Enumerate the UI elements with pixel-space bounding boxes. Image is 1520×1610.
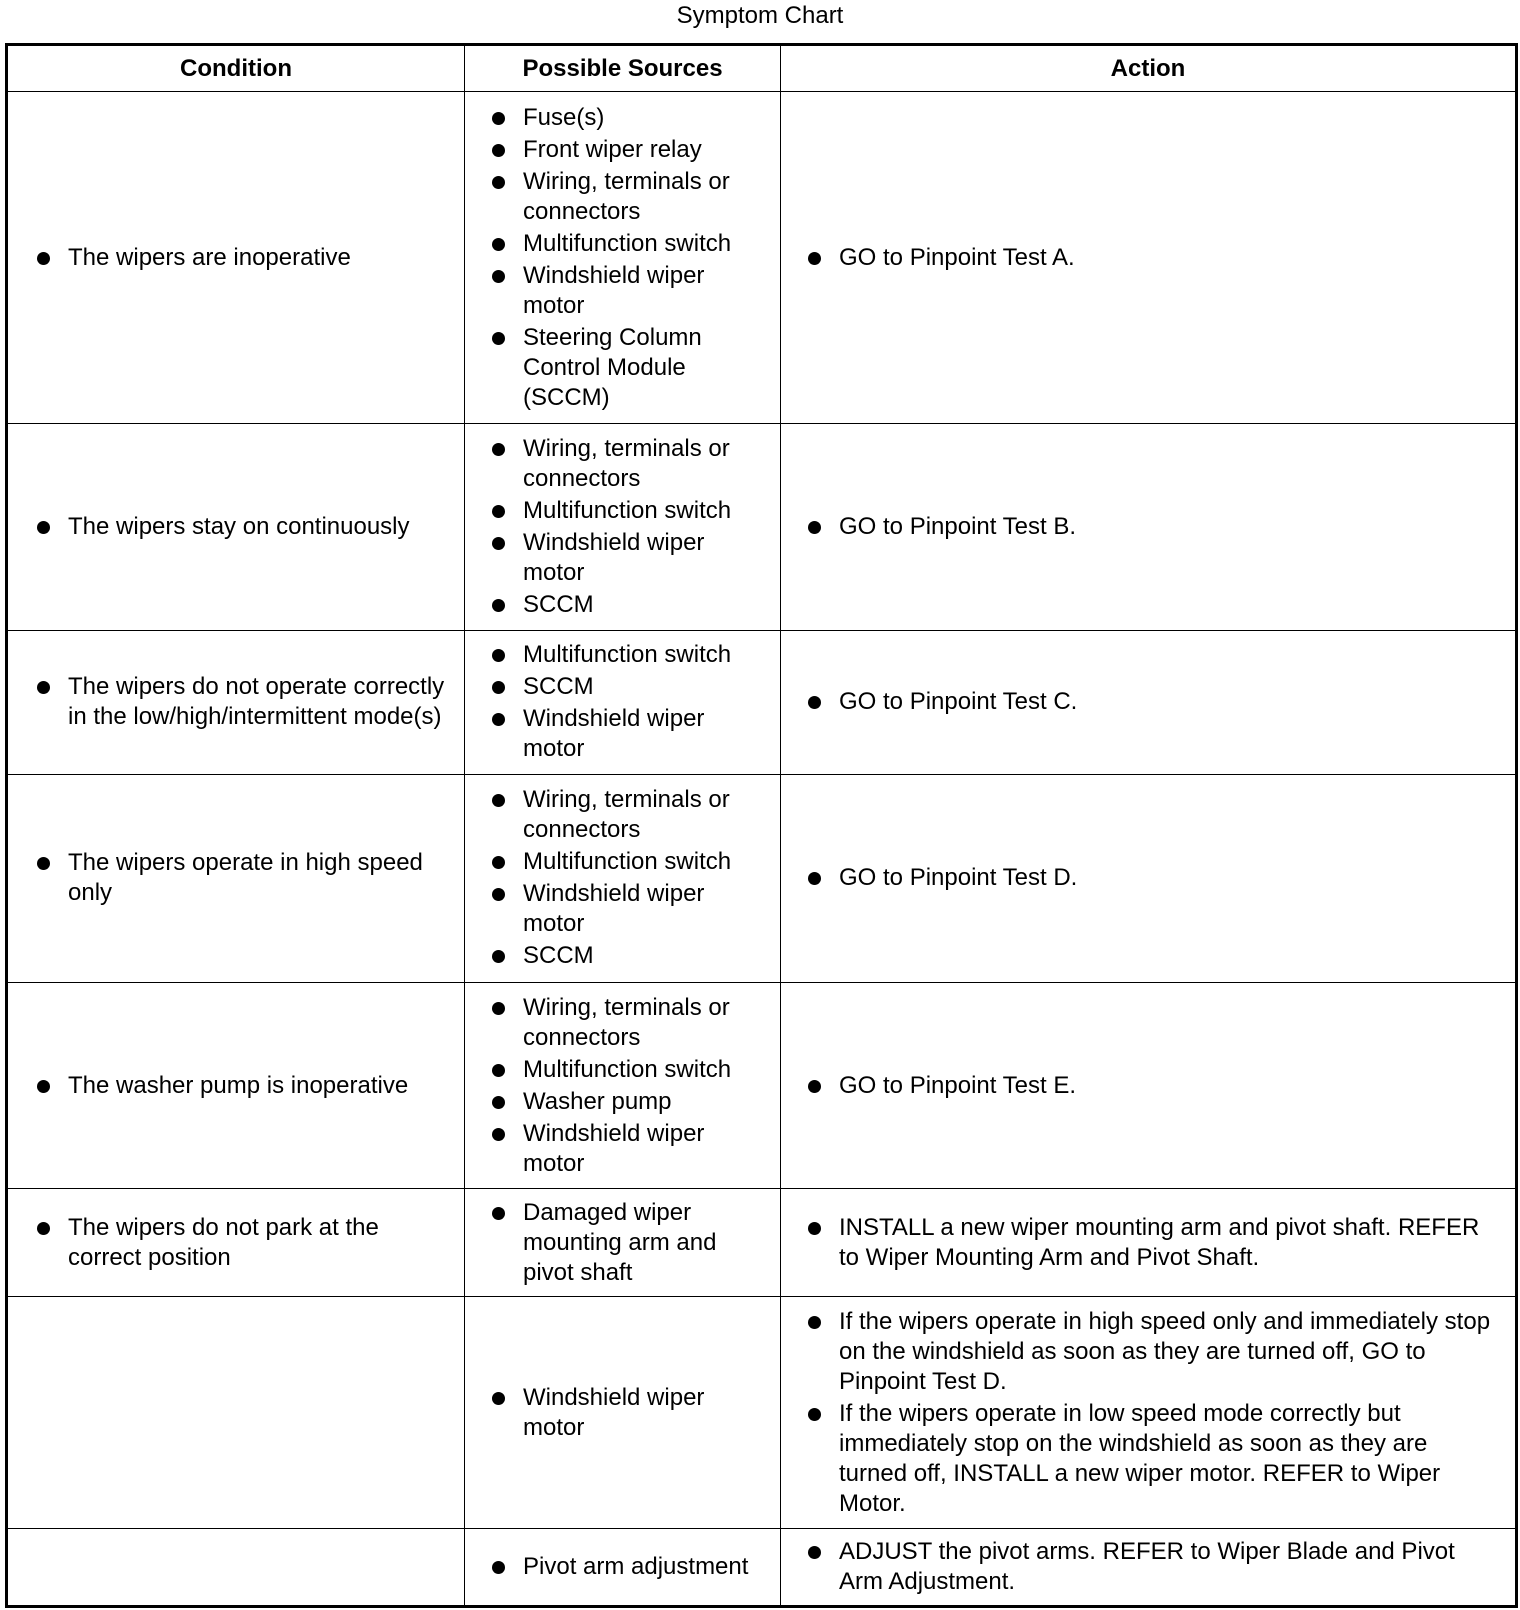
- chart-title: Symptom Chart: [676, 2, 844, 29]
- condition-item: The washer pump is inoperative: [34, 1071, 450, 1101]
- sources-cell: [465, 982, 781, 1189]
- source-item: SCCM: [489, 941, 768, 971]
- source-item: Multifunction switch: [489, 640, 768, 670]
- condition-header: Condition: [7, 45, 465, 92]
- table-row: [7, 424, 1517, 631]
- source-item: Windshield wiper motor: [489, 879, 768, 939]
- condition-item: The wipers operate in high speed only: [34, 848, 450, 908]
- sources-cell: [465, 1297, 781, 1528]
- action-cell: [781, 1528, 1517, 1606]
- action-cell: [781, 982, 1517, 1189]
- condition-cell: [7, 982, 465, 1189]
- condition-item: The wipers do not park at the correct position: [34, 1213, 450, 1273]
- source-item: Fuse(s): [489, 103, 768, 133]
- condition-cell: [7, 774, 465, 982]
- action-item: INSTALL a new wiper mounting arm and pivot shaft. REFER to Wiper Mounting Arm and Pivot Shaft.: [805, 1213, 1501, 1273]
- symptom-chart-table: [5, 43, 1518, 1608]
- action-item: If the wipers operate in high speed only and immediately stop on the windshield as soon as they are turned off, GO to Pinpoint Test D.: [805, 1307, 1501, 1397]
- source-item: Washer pump: [489, 1087, 768, 1117]
- source-item: Wiring, terminals or connectors: [489, 434, 768, 494]
- action-cell: [781, 774, 1517, 982]
- action-item: GO to Pinpoint Test C.: [805, 687, 1501, 717]
- sources-cell: [465, 630, 781, 774]
- source-item: Damaged wiper mounting arm and pivot shaft: [489, 1198, 768, 1288]
- sources-cell: [465, 424, 781, 631]
- source-item: Wiring, terminals or connectors: [489, 167, 768, 227]
- table-row: [7, 982, 1517, 1189]
- possible-sources-header: Possible Sources: [465, 45, 781, 92]
- condition-cell: [7, 424, 465, 631]
- action-item: If the wipers operate in low speed mode correctly but immediately stop on the windshield as soon as they are turned off, INSTALL a new wiper motor. REFER to Wiper Motor.: [805, 1399, 1501, 1519]
- source-item: SCCM: [489, 590, 768, 620]
- sources-cell: [465, 92, 781, 424]
- table-header-row: [7, 45, 1517, 92]
- action-item: GO to Pinpoint Test A.: [805, 243, 1501, 273]
- condition-cell: [7, 1297, 465, 1528]
- action-header: Action: [781, 45, 1517, 92]
- source-item: Wiring, terminals or connectors: [489, 785, 768, 845]
- sources-cell: [465, 774, 781, 982]
- condition-item: The wipers are inoperative: [34, 243, 450, 273]
- source-item: Multifunction switch: [489, 229, 768, 259]
- condition-cell: [7, 92, 465, 424]
- table-row: [7, 774, 1517, 982]
- table-row: [7, 630, 1517, 774]
- source-item: Windshield wiper motor: [489, 528, 768, 588]
- table-row: [7, 1297, 1517, 1528]
- action-cell: [781, 1189, 1517, 1297]
- condition-cell: [7, 1528, 465, 1606]
- action-item: ADJUST the pivot arms. REFER to Wiper Blade and Pivot Arm Adjustment.: [805, 1537, 1501, 1597]
- table-row: [7, 1528, 1517, 1606]
- action-cell: [781, 424, 1517, 631]
- table-row: [7, 92, 1517, 424]
- action-cell: [781, 92, 1517, 424]
- source-item: Front wiper relay: [489, 135, 768, 165]
- source-item: Wiring, terminals or connectors: [489, 993, 768, 1053]
- source-item: Multifunction switch: [489, 847, 768, 877]
- condition-item: The wipers stay on continuously: [34, 512, 450, 542]
- source-item: SCCM: [489, 672, 768, 702]
- source-item: Windshield wiper motor: [489, 1383, 768, 1443]
- source-item: Multifunction switch: [489, 1055, 768, 1085]
- condition-item: The wipers do not operate correctly in the low/high/intermittent mode(s): [34, 672, 450, 732]
- action-cell: [781, 630, 1517, 774]
- action-item: GO to Pinpoint Test D.: [805, 863, 1501, 893]
- source-item: Windshield wiper motor: [489, 1119, 768, 1179]
- source-item: Steering Column Control Module (SCCM): [489, 323, 768, 413]
- sources-cell: [465, 1528, 781, 1606]
- table-row: [7, 1189, 1517, 1297]
- source-item: Pivot arm adjustment: [489, 1552, 768, 1582]
- condition-cell: [7, 630, 465, 774]
- source-item: Multifunction switch: [489, 496, 768, 526]
- action-item: GO to Pinpoint Test B.: [805, 512, 1501, 542]
- source-item: Windshield wiper motor: [489, 261, 768, 321]
- sources-cell: [465, 1189, 781, 1297]
- action-cell: [781, 1297, 1517, 1528]
- source-item: Windshield wiper motor: [489, 704, 768, 764]
- action-item: GO to Pinpoint Test E.: [805, 1071, 1501, 1101]
- condition-cell: [7, 1189, 465, 1297]
